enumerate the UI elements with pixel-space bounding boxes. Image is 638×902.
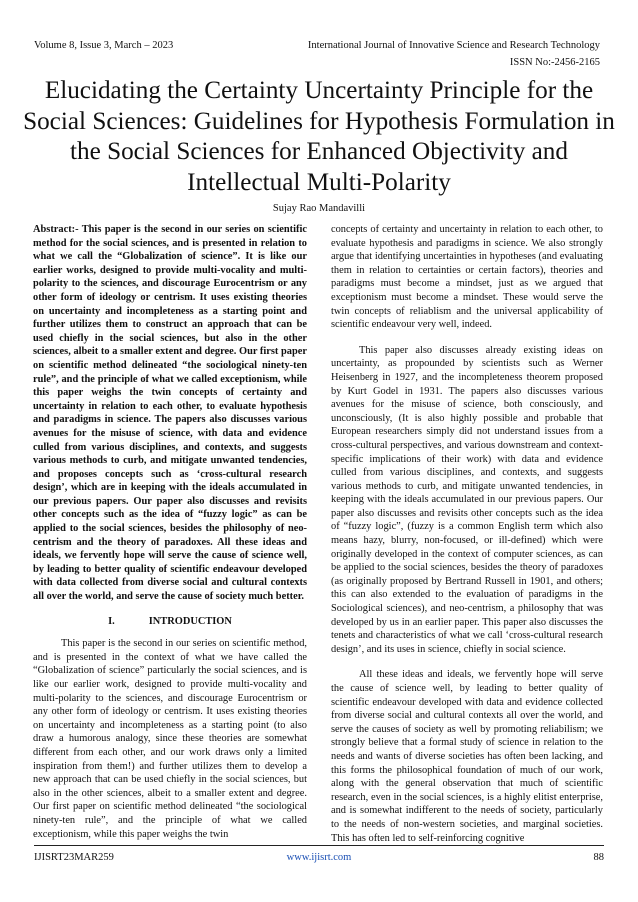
footer-rule bbox=[34, 845, 604, 846]
body-paragraph: All these ideas and ideals, we fervently hope will serve the cause of science well, by leading to better quality of scientific endeavour developed with data and evidence collected from diverse social and cultural contexts all over the world, and serve the causes of society as well by promoting reliabilism; we strongly believe that a formal study of science in relation to the needs and wants of diverse societies has often been lacking, and this forms the philosophical foundation of much of our work, along with the general observation that much of scientific research, even in the social sciences, is a highly elitist enterprise, and is somewhat indifferent to the needs of society, particularly to the needs of non-western societies, and marginal societies. This has often led to self-reinforcing cognitive bbox=[331, 669, 603, 844]
running-footer bbox=[34, 852, 604, 866]
section-number: I. bbox=[108, 615, 115, 627]
paper-code: IJISRT23MAR259 bbox=[34, 852, 114, 863]
page-number: 88 bbox=[593, 852, 604, 863]
body-paragraph: This paper is the second in our series on scientific method, and is presented in the context of what we have called the “Globalization of science” particularly the social sciences, and is like our earlier work, designed to provide multi-vocality and multi-polarity to the sciences, and discourage Eurocentrism or any other form of ideology or centrism. It uses existing theories on uncertainty and incompleteness as a starting point (to also draw a humorous analogy, since these theories are somewhat different from each other, and our work draws only a limited inspiration from them!) and further utilizes them to develop a new approach that can be used chiefly in the social sciences, but also in the other sciences, albeit to a smaller extent and degree. Our first paper on scientific method delineated “the sociological ninety-ten rule”, and the principle of what we called exceptionism, while this paper weighs the twin bbox=[33, 638, 307, 840]
journal-link[interactable]: www.ijisrt.com bbox=[286, 852, 352, 863]
left-column bbox=[33, 223, 307, 841]
section-title: INTRODUCTION bbox=[148, 615, 232, 627]
section-heading bbox=[33, 615, 307, 629]
body-paragraph: This paper also discusses already existing ideas on uncertainty, as propounded by scientists such as Werner Heisenberg in 1927, and the incompleteness theorem proposed by Kurt Godel in 1931. The papers also discusses various avenues for the misuse of science, both consciously, and unconsciously, (It is also highly possible and probable that European researchers simply did not understand issues from a cross-cultural perspectives, and various downstream and context-specific implications of their work) with data and evidence culled from various disciplines, and contexts, and suggests various methods to curb, and mitigate unwanted tendencies, in keeping with the ideals accumulated in our previous papers. Our paper also discusses and revisits other concepts such as the idea of “fuzzy logic”, (fuzzy is a common English term which also means hazy, blurry, non-focused, or ill-defined) which were originally developed in the context of computer sciences, as can be applied to the social sciences, besides the theory of paradoxes (as originally proposed by Bertrand Russell in 1901, and others; this can also extended to the evaluation of paradigms in the Sociological sciences), and neo-centrism, a philosophy that was developed by us in an earlier paper. This paper also discusses the tenets and characteristics of what we call ‘cross-cultural research design’, and its uses in science, chiefly in social science. bbox=[331, 344, 603, 655]
volume-issue: Volume 8, Issue 3, March – 2023 bbox=[34, 40, 174, 51]
issn: ISSN No:-2456-2165 bbox=[509, 57, 600, 68]
paper-title: Elucidating the Certainty Uncertainty Principle for the Social Sciences: Guidelines for Hypothesis Formulation in the Social Sciences for Enhanced Objectivity and Intellectual Multi-Polarity bbox=[23, 77, 615, 196]
author: Sujay Rao Mandavilli bbox=[272, 203, 366, 214]
body-paragraph: concepts of certainty and uncertainty in relation to each other, to evaluate hypothesis and paradigms in science. We also strongly argue that identifying uncertainties in hypotheses (and evaluating them in relation to certainties or certain factors), theories and paradigms must become a mindset, just as we argued that exceptionism must become a mindset. These would serve the twin concepts of reliablism and the universal applicability of scientific endeavour very well, indeed. bbox=[331, 224, 603, 331]
abstract: Abstract:- This paper is the second in our series on scientific method for the social sciences, and is presented in relation to what we call the “Globalization of science”. It is like our earlier works, designed to provide multi-vocality and multi-polarity to the sciences, and discourage Eurocentrism or any other form of ideology or centrism. It uses existing theories on uncertainty and incompleteness as a starting point and further utilizes them to construct an approach that can be used chiefly in the social sciences, but also in the other sciences, albeit to a smaller extent and degree. Our first paper on scientific method delineated “the sociological ninety-ten rule”, and the principle of what we called exceptionism, while this paper weighs the twin concepts of certainty and uncertainty in relation to each other, to evaluate hypothesis and paradigms in science. The papers also discusses various avenues for the misuse of science, with data and evidence culled from various disciplines, and contexts, and suggests various methods to curb, and mitigate unwanted tendencies, and proposes concepts such as ‘cross-cultural research design’, which are in keeping with the ideals accumulated in our previous papers. Our paper also discusses and revisits other concepts such as the idea of “fuzzy logic” as can be applied to the social sciences, besides the philosophy of neo-centrism and the theory of paradoxes. All these ideas and ideals, we fervently hope will serve the cause of science well, by leading to better quality of scientific endeavour developed with data collected from diverse social and cultural contexts all over the world, and serve the cause of society much better. bbox=[33, 224, 307, 603]
journal-name: International Journal of Innovative Science and Research Technology bbox=[307, 40, 600, 51]
right-column bbox=[331, 223, 603, 845]
